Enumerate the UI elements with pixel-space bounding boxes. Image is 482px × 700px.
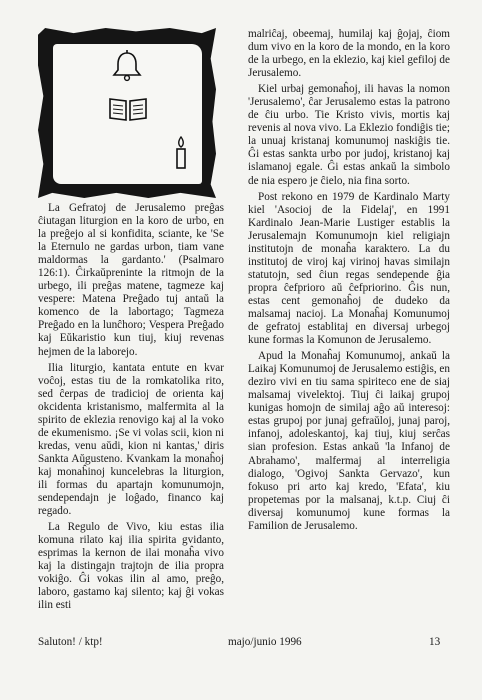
bell-icon [109,50,145,82]
paragraph: La Regulo de Vivo, kiu estas ilia komuna rilato kaj ilia spirita gvidanto, esprimas la kernon de ilai monaĥa vivo kaj la distingajn trajtojn de ilia propra vokiĝo. Ĝi vokas ilin al amo, preĝo, laboro, gastamo kaj silento; kaj ĝi vokas ilin esti [38,521,224,612]
paragraph: Post rekono en 1979 de Kardinalo Marty kiel 'Asocioj de la Fidelaj', en 1991 Kardinalo Jean-Marie Lustiger establis la Jerusalemajn Komunumojn kiel religiajn institutojn de monaĥa karaktero. La du institutoj de viroj kaj virinoj havas similajn statutojn, sed ĉiun regas sendepende ĝia propra ĉefprioro aŭ ĉefpriorino. Ĝis nun, estas cent gemonaĥoj de dudeko da malsamaj nacioj. La Monaĥaj Komunumoj de gefratoj establitaj en diversaj urbegoj kune formas la Komunon de Jerusalemo. [248,190,450,347]
footer-publication: Saluton! / ktp! [38,636,103,648]
footer-issue-date: majo/junio 1996 [228,636,302,648]
paragraph: Apud la Monaĥaj Komunumoj, ankaŭ la Laikaj Komunumoj de Jerusalemo estiĝis, en deziro vivi en tiu sama spiriteco ene de siaj malsamaj vivelektoj. Tiuj ĉi laikaj grupoj kunigas homojn de similaj aĝo aŭ interesoj: estas grupoj por junaj gefraŭloj, junaj paroj, infanoj, adoleskantoj, kaj tiuj, kiuj serĉas sian profesion. Estas ankaŭ 'la Infanoj de Abrahamo', malfermaj al interreligia dialogo, 'Ogivoj Sankta Gervazo', kun fokuso pri arto kaj kredo, 'Efata', kiu propetemas por la malsanaj, k.t.p. Ciuj ĉi diversaj komunumoj kune formas la Familion de Jerusalemo. [248,350,450,532]
right-column [248,28,450,533]
paragraph: Kiel urbaj gemonaĥoj, ili havas la nomon 'Jerusalemo', ĉar Jerusalemo estas la patrono de ĉiu urbo. Tie Kristo vivis, mortis kaj revenis al nova vivo. La Eklezio fondiĝis tie; la unuaj kristanaj komunumoj naskiĝis tie. Ĝi estas sankta urbo por judoj, kristanoj kaj islamanoj egale. Ĝi estas ankaŭ la simbolo de nia espero je ĉielo, nia fina sorto. [248,83,450,187]
illustration-panel [53,44,202,184]
left-column [38,202,224,612]
paragraph: malriĉaj, obeemaj, humilaj kaj ĝojaj, ĉiom dum vivo en la koro de la mondo, en la koro de la urbego, en la eklezio, kaj kiel gefiloj de Jerusalemo. [248,28,450,80]
page-number: 13 [429,636,441,648]
candle-icon [173,136,189,170]
paragraph: Ilia liturgio, kantata entute en kvar voĉoj, estas tiu de la romkatolika rito, sed ĉerpas de tradicioj de orienta kaj okcidenta kristanismo, malfermita al la spirito de eklezia renovigo kaj al la voko de ekumenismo. ¡Se vi volas scii, kion ni kredas, venu aŭdi, kion ni kantas,' diris Sankta Aŭgusteno. Kvankam la monaĥoj kaj monaĥinoj kuncelebras la liturgion, ili formas du apartajn komunumojn, sendependajn je loĝado, financo kaj regado. [38,361,224,518]
open-book-icon [108,95,148,123]
paragraph: La Gefratoj de Jerusalemo preĝas ĉiutagan liturgion en la koro de urbo, en la preĝejo al si konfidita, sciante, ke 'Se la Eternulo ne gardas urbon, tiam vane maldormas la gardanto.' (Psalmaro 126:1). Ĉirkaŭpreninte la ritmojn de la urbego, ili preĝas matene, tagmeze kaj vespere: Matena Preĝado tuj antaŭ la komenco de la labortago; Tagmeza Preĝado en la lunĉhoro; Vespera Preĝado kaj Eŭkaristio kun tiuj, kiuj revenas hejmen de la laborejo. [38,202,224,358]
